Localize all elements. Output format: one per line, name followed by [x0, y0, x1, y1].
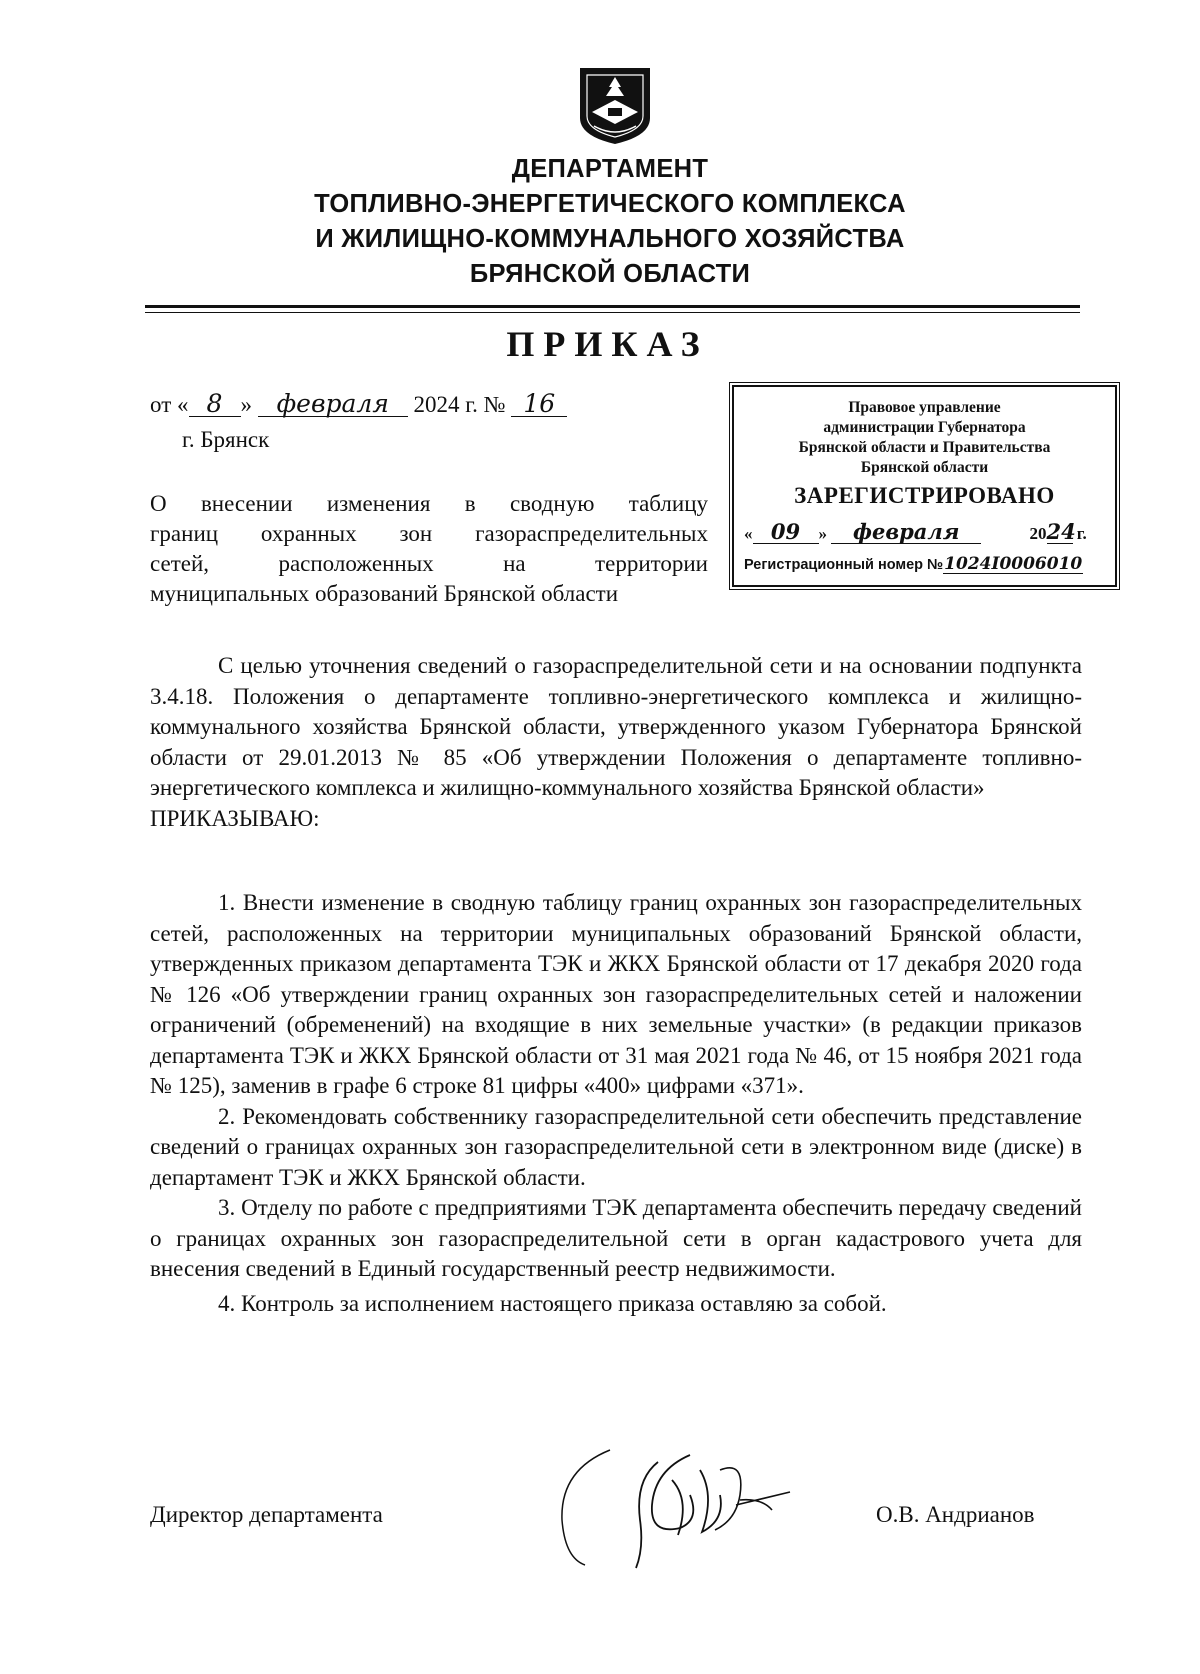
- subject-line: О внесении изменения в сводную таблицу: [150, 491, 708, 516]
- stamp-header-line: Брянской области и Правительства: [798, 439, 1051, 456]
- date-prefix: от «: [150, 392, 189, 417]
- subject-line: сетей, расположенных на территории: [150, 551, 708, 576]
- order-item: 3. Отделу по работе с предприятиями ТЭК департамента обеспечить передачу сведений о границах охранных зон газораспределительной сети в орган кадастрового учета для внесения сведений в Единый государственный реестр недвижимости.: [150, 1195, 1082, 1281]
- order-year: 2024 г.: [413, 392, 478, 417]
- order-item: 1. Внести изменение в сводную таблицу границ охранных зон газораспределительных сетей, расположенных на территории муниципальных образований Брянской области, утвержденных приказом департамента ТЭК и ЖКХ Брянской области от 17 декабря 2020 года № 126 «Об утверждении границ охранных зон газораспределительных сетей и наложении ограничений (обременений) на входящие в них земельные участки» (в редакции приказов департамента ТЭК и ЖКХ Брянской области от 31 мая 2021 года № 46, от 15 ноября 2021 года № 125), заменив в графе 6 строке 81 цифры «400» цифрами «371».: [150, 890, 1082, 1098]
- order-preamble-block: [150, 651, 1082, 834]
- stamp-reg-number-label: Регистрационный номер №: [744, 557, 944, 573]
- stamp-quote-open: «: [744, 524, 753, 543]
- stamp-reg-number: 1024I0006010: [944, 554, 1083, 574]
- registration-stamp: [732, 385, 1117, 587]
- order-command-word: ПРИКАЗЫВАЮ:: [150, 805, 320, 831]
- department-line: ДЕПАРТАМЕНТ: [511, 155, 709, 183]
- coat-of-arms-emblem: [578, 66, 652, 146]
- date-quote-close: »: [240, 392, 258, 417]
- order-subject: [150, 489, 708, 609]
- order-preamble: С целью уточнения сведений о газораспределительной сети и на основании подпункта 3.4.18. Положения о департаменте топливно-энергетического комплекса и жилищно-коммунального хозяйства Брянской области, утвержденного указом Губернатора Брянской области от 29.01.2013 № 85 «Об утверждении Положения о департаменте топливно-энергетического комплекса и жилищно-коммунального хозяйства Брянской области»: [150, 653, 1082, 800]
- document-type-title: ПРИКАЗ: [506, 324, 709, 364]
- stamp-header-line: Брянской области: [860, 459, 989, 476]
- stamp-header-line: Правовое управление: [848, 399, 1001, 416]
- stamp-year-suffix: 24: [1046, 519, 1076, 544]
- stamp-date-line: [744, 521, 1087, 544]
- stamp-header: [734, 398, 1115, 478]
- stamp-month: февраля: [831, 521, 981, 544]
- order-item: 4. Контроль за исполнением настоящего приказа оставляю за собой.: [218, 1290, 887, 1316]
- stamp-year-unit: г.: [1076, 524, 1087, 543]
- handwritten-signature: [540, 1440, 810, 1570]
- stamp-day: 09: [753, 521, 819, 544]
- department-line: БРЯНСКОЙ ОБЛАСТИ: [469, 260, 751, 288]
- order-day: 8: [189, 392, 241, 417]
- department-line: И ЖИЛИЩНО-КОММУНАЛЬНОГО ХОЗЯЙСТВА: [315, 225, 905, 253]
- stamp-year-prefix: 20: [1029, 524, 1047, 543]
- order-items: [150, 888, 1082, 1319]
- order-number-label: №: [483, 392, 506, 417]
- stamp-reg-number-line: [744, 555, 1083, 574]
- stamp-status: ЗАРЕГИСТРИРОВАНО: [794, 483, 1055, 508]
- order-date-line: [150, 389, 567, 418]
- department-line: ТОПЛИВНО-ЭНЕРГЕТИЧЕСКОГО КОМПЛЕКСА: [314, 190, 906, 218]
- subject-line: границ охранных зон газораспределительных: [150, 521, 708, 546]
- header-divider-thin: [145, 312, 1080, 313]
- header-divider-thick: [145, 305, 1080, 308]
- signatory-name: О.В. Андрианов: [876, 1502, 1035, 1527]
- signatory-title: Директор департамента: [150, 1502, 383, 1527]
- stamp-quote-close: »: [818, 524, 827, 543]
- order-month: февраля: [258, 392, 408, 417]
- department-header: [140, 152, 1080, 292]
- order-city: г. Брянск: [182, 427, 270, 452]
- order-number: 16: [511, 392, 567, 417]
- subject-line: муниципальных образований Брянской области: [150, 581, 619, 606]
- stamp-header-line: администрации Губернатора: [823, 419, 1026, 436]
- order-item: 2. Рекомендовать собственнику газораспределительной сети обеспечить представление сведений о границах охранных зон газораспределительной сети в электронном виде (диске) в департамент ТЭК и ЖКХ Брянской области.: [150, 1103, 1082, 1190]
